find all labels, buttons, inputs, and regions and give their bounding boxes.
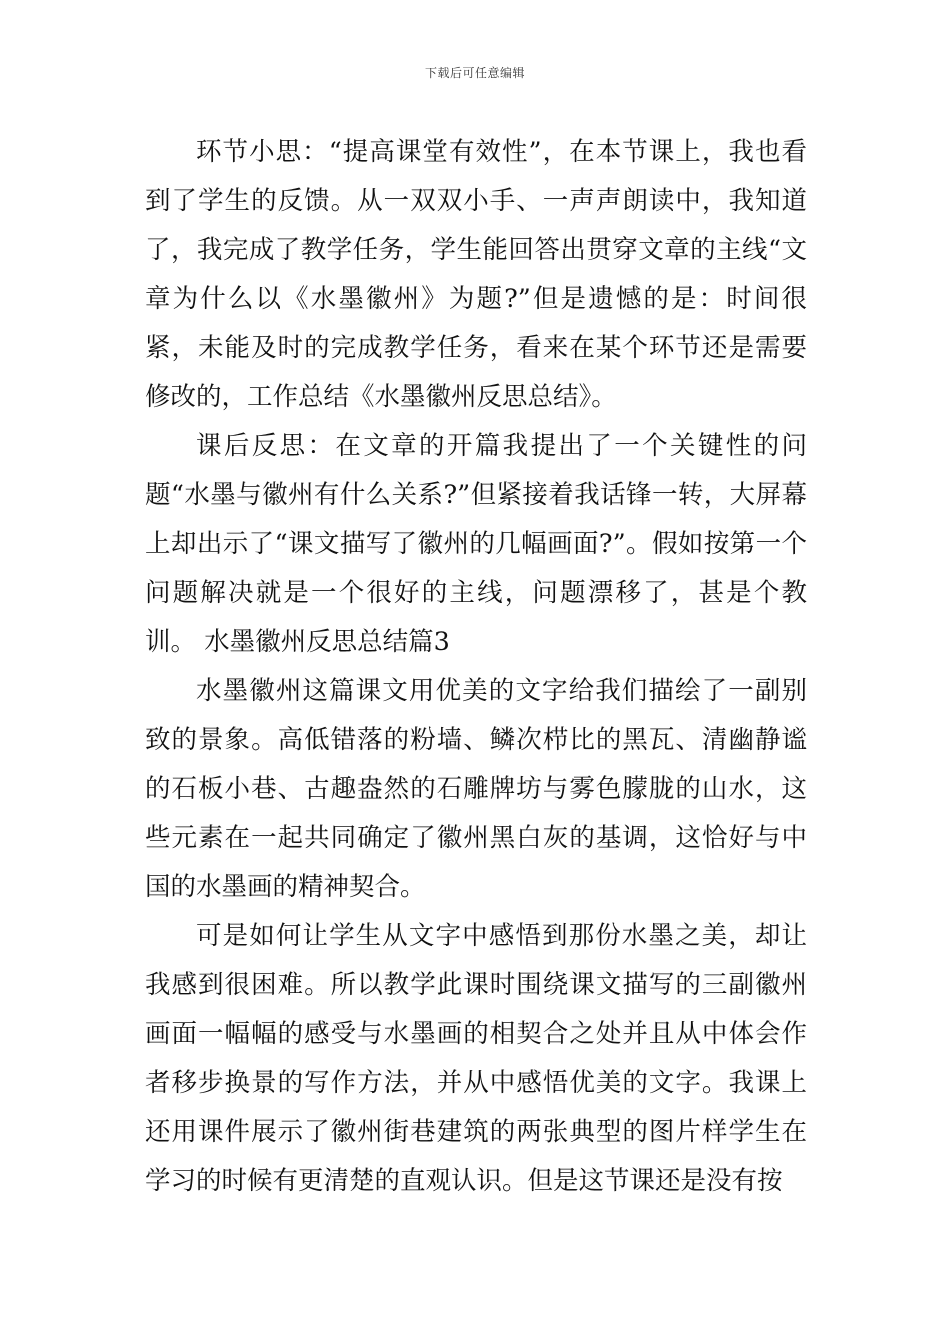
- document-body: [145, 128, 807, 1206]
- page-header: 下载后可任意编辑: [424, 66, 525, 80]
- paragraph-teaching-difficulty: 可是如何让学生从文字中感悟到那份水墨之美，却让我感到很困难。所以教学此课时围绕课文描写的三副徽州画面一幅幅的感受与水墨画的相契合之处并且从中体会作者移步换景的写作方法，并从中感悟优美的文字。我课上还用课件展示了徽州街巷建筑的两张典型的图片样学生在学习的时候有更清楚的直观认识。但是这节课还是没有按: [145, 921, 807, 1196]
- paragraph-after-class-reflection: 课后反思：在文章的开篇我提出了一个关键性的问题“水墨与徽州有什么关系?”但紧接着我话锋一转，大屏幕上却出示了“课文描写了徽州的几幅画面?”。假如按第一个问题解决就是一个很好的主线，问题漂移了，甚是个教训。 水墨徽州反思总结篇3: [145, 431, 807, 657]
- paragraph-reflection-summary: 环节小思：“提高课堂有效性”，在本节课上，我也看到了学生的反馈。从一双双小手、一声声朗读中，我知道了，我完成了教学任务，学生能回答出贯穿文章的主线“文章为什么以《水墨徽州》为题?”但是遗憾的是：时间很紧，未能及时的完成教学任务，看来在某个环节还是需要修改的，工作总结《水墨徽州反思总结》。: [145, 137, 807, 412]
- paragraph-ink-huizhou-description: 水墨徽州这篇课文用优美的文字给我们描绘了一副别致的景象。高低错落的粉墙、鳞次栉比的黑瓦、清幽静谧的石板小巷、古趣盎然的石雕牌坊与雾色朦胧的山水，这些元素在一起共同确定了徽州黑白灰的基调，这恰好与中国的水墨画的精神契合。: [145, 676, 807, 902]
